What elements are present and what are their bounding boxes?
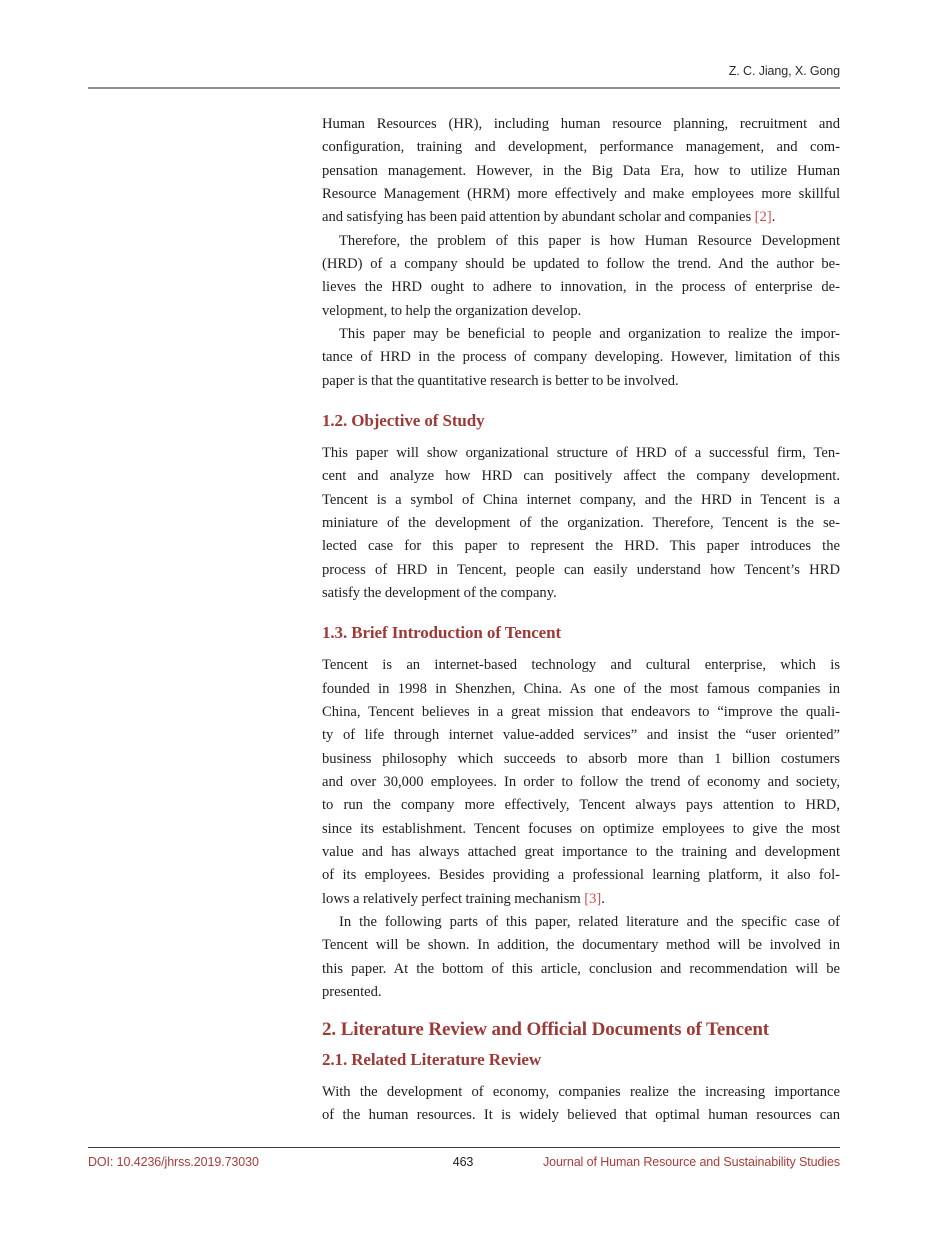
text-line: founded in 1998 in Shenzhen, China. As one of the most famous companies in <box>322 680 840 697</box>
paragraph <box>322 442 840 605</box>
text-line: to run the company more effectively, Tencent always pays attention to HRD, <box>322 797 840 814</box>
running-head-authors: Z. C. Jiang, X. Gong <box>728 64 840 78</box>
text-line: business philosophy which succeeds to absorb more than 1 billion costumers <box>322 750 840 767</box>
paragraph <box>322 1081 840 1128</box>
footer-doi-link[interactable]: DOI: 10.4236/jhrss.2019.73030 <box>88 1155 259 1169</box>
text-line: presented. <box>322 984 382 1001</box>
text-line: satisfy the development of the company. <box>322 585 557 601</box>
text-line: and satisfying has been paid attention by abundant scholar and companies [2]. <box>322 209 776 226</box>
paragraph <box>322 323 840 393</box>
text-line: since its establishment. Tencent focuses on optimize employees to give the most <box>322 820 840 837</box>
text-line: lected case for this paper to represent the HRD. This paper introduces the <box>322 538 840 555</box>
text-line: this paper. At the bottom of this article, conclusion and recommendation will be <box>322 960 840 977</box>
footer-journal-name: Journal of Human Resource and Sustainability Studies <box>542 1155 840 1169</box>
citation-link[interactable]: [3] <box>584 890 602 907</box>
text-line: of the human resources. It is widely believed that optimal human resources can <box>322 1107 840 1124</box>
text-line: cent and analyze how HRD can positively affect the company development. <box>322 468 840 485</box>
text-line: lows a relatively perfect training mechanism [3]. <box>322 890 605 907</box>
text-line: pensation management. However, in the Big Data Era, how to utilize Human <box>322 162 840 179</box>
text-line: process of HRD in Tencent, people can easily understand how Tencent’s HRD <box>322 561 840 578</box>
section-heading: 2. Literature Review and Official Documents of Tencent <box>322 1019 770 1041</box>
text-line: configuration, training and development, performance management, and com- <box>322 139 840 156</box>
text-line: ty of life through internet value-added services” and insist the “user oriented” <box>322 727 840 744</box>
text-line: China, Tencent believes in a great mission that endeavors to “improve the quali- <box>322 704 840 721</box>
text-line: With the development of economy, companies realize the increasing importance <box>322 1084 840 1101</box>
paragraph <box>322 654 840 911</box>
text-line: of its employees. Besides providing a professional learning platform, it also fol- <box>322 867 840 884</box>
text-line: miniature of the development of the organization. Therefore, Tencent is the se- <box>322 515 840 532</box>
paragraph <box>322 113 840 230</box>
text-line: (HRD) of a company should be updated to follow the trend. And the author be- <box>322 255 840 272</box>
citation-link[interactable]: [2] <box>754 209 772 226</box>
text-line: Therefore, the problem of this paper is how Human Resource Development <box>339 232 840 249</box>
text-line: Tencent is a symbol of China internet company, and the HRD in Tencent is a <box>322 491 840 508</box>
text-line: Tencent will be shown. In addition, the documentary method will be involved in <box>322 937 840 954</box>
text-line: This paper may be beneficial to people and organization to realize the impor- <box>339 325 840 342</box>
text-line: value and has always attached great importance to the training and development <box>322 844 840 861</box>
text-line: Tencent is an internet-based technology and cultural enterprise, which is <box>322 657 840 674</box>
subsection-heading: 1.2. Objective of Study <box>322 410 485 430</box>
subsection-heading: 2.1. Related Literature Review <box>322 1050 542 1070</box>
article-content <box>322 113 840 1128</box>
text-line: Human Resources (HR), including human resource planning, recruitment and <box>322 116 840 132</box>
page-number: 463 <box>452 1155 474 1169</box>
footer-rule <box>88 1147 840 1148</box>
subsection-heading: 1.3. Brief Introduction of Tencent <box>322 623 562 643</box>
header-rule <box>88 87 840 89</box>
text-line: lieves the HRD ought to adhere to innovation, in the process of enterprise de- <box>322 279 840 296</box>
paragraph <box>322 230 840 323</box>
text-line: velopment, to help the organization develop. <box>322 302 582 319</box>
text-line: In the following parts of this paper, related literature and the specific case of <box>339 914 840 931</box>
text-line: Resource Management (HRM) more effectively and make employees more skillful <box>322 185 840 202</box>
text-line: tance of HRD in the process of company developing. However, limitation of this <box>322 349 840 366</box>
text-line: This paper will show organizational structure of HRD of a successful firm, Ten- <box>322 445 840 462</box>
text-line: paper is that the quantitative research is better to be involved. <box>322 372 679 389</box>
paragraph <box>322 911 840 1004</box>
text-line: and over 30,000 employees. In order to follow the trend of economy and society, <box>322 774 840 791</box>
